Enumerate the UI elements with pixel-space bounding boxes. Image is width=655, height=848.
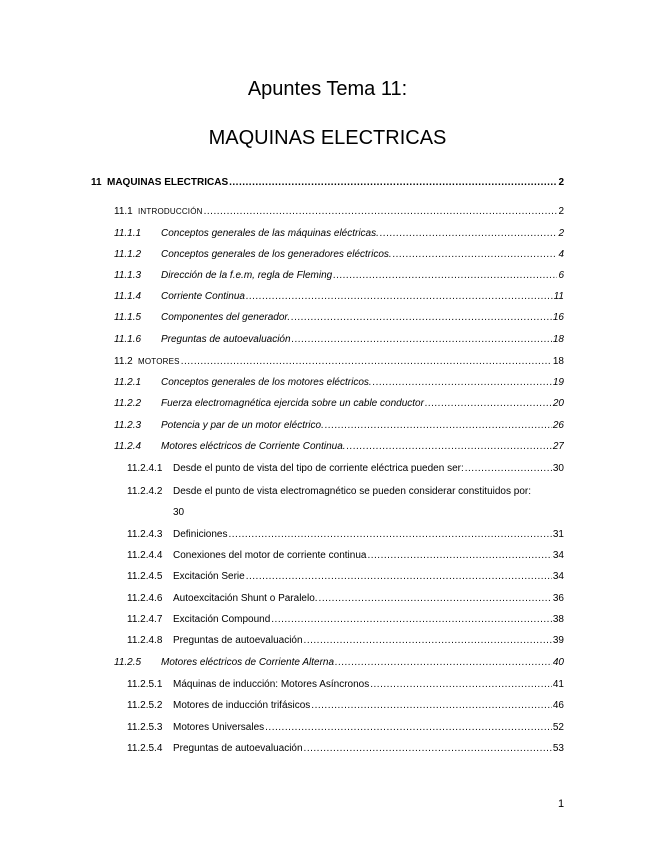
toc-entry-11-2-2[interactable] — [114, 398, 564, 410]
toc-leader — [246, 291, 553, 303]
document-title-line2: MAQUINAS ELECTRICAS — [208, 127, 447, 149]
toc-entry-11-1[interactable] — [114, 206, 564, 218]
toc-leader — [367, 550, 551, 562]
toc-number: 11.2.3 — [114, 420, 142, 431]
toc-entry-11-2-1[interactable] — [114, 377, 564, 389]
toc-title: Motores de inducción trifásicos — [173, 700, 311, 711]
toc-number: 11.2.5.4 — [127, 743, 163, 754]
toc-title: Motores eléctricos de Corriente Alterna — [161, 657, 335, 668]
toc-leader — [246, 571, 552, 583]
toc-number: 11.2.4.3 — [127, 529, 163, 540]
toc-leader — [335, 657, 552, 669]
toc-page: 2 — [558, 206, 564, 217]
toc-page: 19 — [552, 377, 564, 388]
toc-title: Máquinas de inducción: Motores Asíncronos — [173, 679, 370, 690]
toc-entry-11-2-4-5[interactable] — [127, 571, 564, 583]
toc-leader — [304, 743, 552, 755]
toc-number: 11.2.4.4 — [127, 550, 163, 561]
toc-number: 11.2 — [114, 356, 133, 367]
toc-page: 2 — [558, 228, 564, 239]
toc-title: Fuerza electromagnética ejercida sobre un cable conductor — [161, 398, 424, 409]
toc-title: Conceptos generales de los motores eléctricos. — [161, 377, 372, 388]
toc-number: 11.1.6 — [114, 334, 142, 345]
toc-page: 36 — [552, 593, 564, 604]
toc-entry-11-1-3[interactable] — [114, 270, 564, 282]
toc-page-11-2-4-2: 30 — [173, 507, 185, 518]
toc-page: 34 — [552, 571, 564, 582]
toc-entry-11-2-5[interactable] — [114, 657, 564, 669]
toc-number: 11.1.2 — [114, 249, 142, 260]
toc-leader — [465, 463, 552, 475]
toc-number: 11.2.5.2 — [127, 700, 163, 711]
toc-title: Motores eléctricos de Corriente Continua. — [161, 441, 346, 452]
toc-number: 11.2.2 — [114, 398, 142, 409]
toc-entry-11-2-4-1[interactable] — [127, 463, 564, 475]
page-number: 1 — [558, 798, 565, 810]
toc-number: 11.2.5.1 — [127, 679, 163, 690]
toc-entry-11-2-4-2[interactable] — [127, 486, 564, 498]
toc-title: Preguntas de autoevaluación — [173, 743, 303, 754]
toc-page: 2 — [558, 177, 564, 188]
toc-number: 11 — [91, 177, 102, 188]
toc-title: Excitación Serie — [173, 571, 245, 582]
toc-title: Componentes del generador. — [161, 312, 291, 323]
toc-number: 11.1.1 — [114, 228, 142, 239]
toc-page: 18 — [552, 356, 564, 367]
toc-number: 11.1.3 — [114, 270, 142, 281]
toc-page: 38 — [552, 614, 564, 625]
toc-entry-11-1-5[interactable] — [114, 312, 564, 324]
toc-page: 41 — [552, 679, 564, 690]
toc-leader — [292, 334, 552, 346]
toc-number: 11.2.4.2 — [127, 486, 163, 497]
toc-entry-11-2-4[interactable] — [114, 441, 564, 453]
toc-entry-11-2-5-1[interactable] — [127, 679, 564, 691]
toc-page: 31 — [552, 529, 564, 540]
toc-entry-11-2[interactable] — [114, 356, 564, 368]
toc-leader — [228, 529, 551, 541]
toc-entry-11-2-4-6[interactable] — [127, 593, 564, 605]
toc-title: Preguntas de autoevaluación — [173, 635, 303, 646]
toc-title: INTRODUCCIÓN — [138, 207, 203, 216]
toc-leader — [271, 614, 552, 626]
toc-title: Desde el punto de vista electromagnético se pueden considerar constituidos por: — [173, 486, 531, 497]
toc-entry-11-2-3[interactable] — [114, 420, 564, 432]
toc-leader — [333, 270, 557, 282]
toc-entry-11-2-5-3[interactable] — [127, 722, 564, 734]
toc-page: 27 — [552, 441, 564, 452]
toc-page: 16 — [552, 312, 564, 323]
toc-number: 11.2.4.8 — [127, 635, 163, 646]
toc-number: 11.2.4.5 — [127, 571, 163, 582]
toc-title: Excitación Compound — [173, 614, 271, 625]
toc-number: 11.2.1 — [114, 377, 142, 388]
toc-entry-11-1-2[interactable] — [114, 249, 564, 261]
toc-entry-11-1-6[interactable] — [114, 334, 564, 346]
toc-title: Dirección de la f.e.m, regla de Fleming — [161, 270, 333, 281]
toc-page: 52 — [552, 722, 564, 733]
toc-leader — [204, 206, 558, 218]
toc-number: 11.2.4.6 — [127, 593, 163, 604]
toc-title: Definiciones — [173, 529, 228, 540]
toc-leader — [311, 700, 552, 712]
toc-entry-11-1-1[interactable] — [114, 228, 564, 240]
toc-page: 26 — [552, 420, 564, 431]
toc-entry-11-2-4-4[interactable] — [127, 550, 564, 562]
toc-title: Conexiones del motor de corriente continua — [173, 550, 367, 561]
toc-leader — [304, 635, 552, 647]
toc-leader — [325, 420, 552, 432]
toc-page: 4 — [558, 249, 564, 260]
toc-leader — [229, 177, 557, 189]
toc-title: Potencia y par de un motor eléctrico. — [161, 420, 324, 431]
toc-number: 11.2.4.1 — [127, 463, 163, 474]
toc-entry-11-2-5-2[interactable] — [127, 700, 564, 712]
toc-number: 11.2.5.3 — [127, 722, 163, 733]
toc-leader — [347, 441, 552, 453]
toc-leader — [319, 593, 552, 605]
toc-title: Conceptos generales de las máquinas eléctricas. — [161, 228, 379, 239]
toc-page: 39 — [552, 635, 564, 646]
toc-entry-11[interactable] — [91, 177, 564, 189]
toc-page: 46 — [552, 700, 564, 711]
document-title-line1: Apuntes Tema 11: — [247, 78, 408, 100]
toc-number: 11.2.5 — [114, 657, 142, 668]
toc-leader — [370, 679, 552, 691]
toc-number: 11.2.4 — [114, 441, 142, 452]
toc-page: 53 — [552, 743, 564, 754]
toc-page: 20 — [552, 398, 564, 409]
toc-number: 11.1 — [114, 206, 133, 217]
toc-number: 11.1.5 — [114, 312, 142, 323]
toc-leader — [393, 249, 558, 261]
toc-title: Conceptos generales de los generadores eléctricos. — [161, 249, 392, 260]
toc-entry-11-2-4-3[interactable] — [127, 529, 564, 541]
toc-entry-11-1-4[interactable] — [114, 291, 564, 303]
toc-entry-11-2-4-7[interactable] — [127, 614, 564, 626]
toc-title: MAQUINAS ELECTRICAS — [107, 177, 229, 188]
toc-entry-11-2-4-8[interactable] — [127, 635, 564, 647]
toc-title: Corriente Continua — [161, 291, 245, 302]
toc-title: Preguntas de autoevaluación — [161, 334, 291, 345]
toc-entry-11-2-5-4[interactable] — [127, 743, 564, 755]
toc-leader — [265, 722, 552, 734]
toc-title: MOTORES — [138, 357, 180, 366]
toc-leader — [291, 312, 552, 324]
toc-title: Desde el punto de vista del tipo de corriente eléctrica pueden ser: — [173, 463, 464, 474]
toc-page: 11 — [553, 291, 564, 302]
toc-title: Motores Universales — [173, 722, 265, 733]
toc-title: Autoexcitación Shunt o Paralelo. — [173, 593, 318, 604]
toc-page: 6 — [558, 270, 564, 281]
toc-page: 18 — [552, 334, 564, 345]
toc-page: 30 — [552, 463, 564, 474]
toc-leader — [181, 356, 552, 368]
toc-number: 11.1.4 — [114, 291, 142, 302]
toc-number: 11.2.4.7 — [127, 614, 163, 625]
toc-leader — [380, 228, 558, 240]
toc-leader — [425, 398, 552, 410]
toc-page: 34 — [552, 550, 564, 561]
toc-leader — [373, 377, 552, 389]
toc-page: 40 — [552, 657, 564, 668]
